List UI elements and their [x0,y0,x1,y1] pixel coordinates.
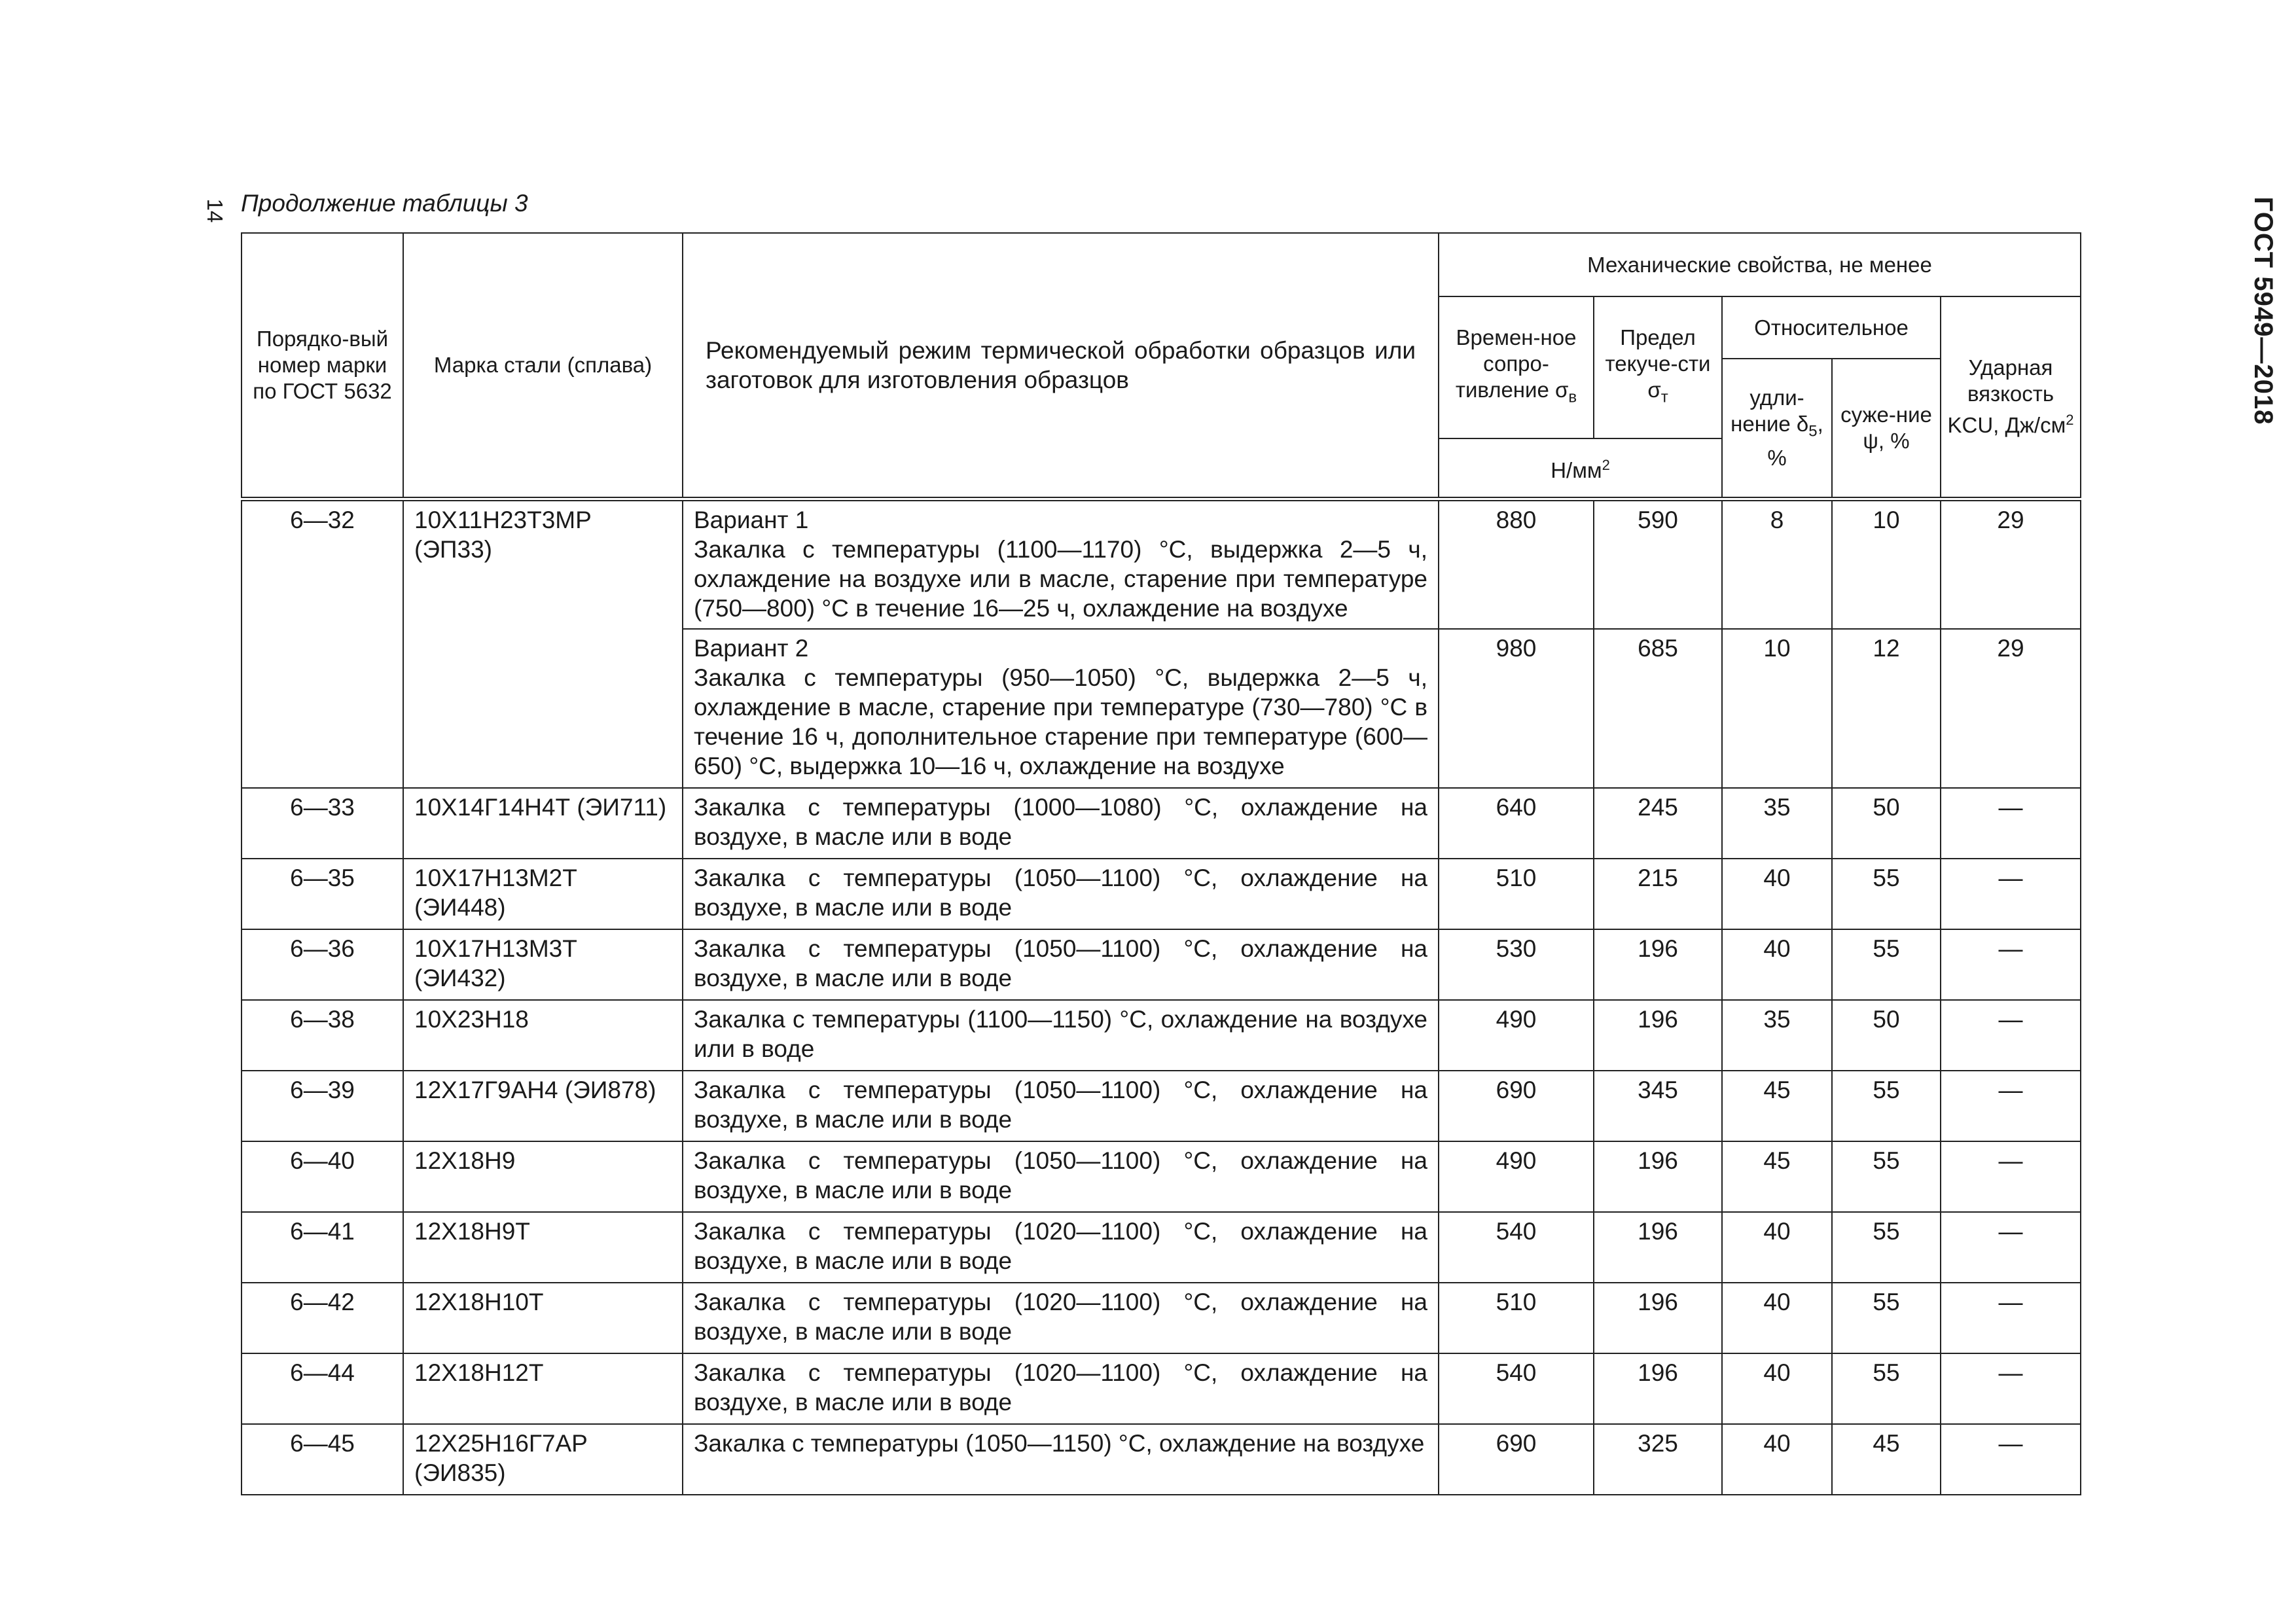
cell-mode: Закалка с температуры (1050—1150) °С, охлаждение на воздухе [683,1424,1439,1495]
cell-impact: — [1941,1353,2081,1424]
cell-number: 6—36 [242,929,403,1000]
cell-number: 6—42 [242,1283,403,1353]
cell-elongation: 10 [1722,629,1832,788]
cell-elongation: 45 [1722,1141,1832,1212]
header-stress-unit: $Н/мм^2$ [1439,438,1722,499]
table-row [242,1212,2081,1283]
header-reduction: суже-ние ψ, % [1832,359,1941,499]
cell-yield: 196 [1594,929,1722,1000]
cell-impact: — [1941,1000,2081,1071]
cell-impact: — [1941,1212,2081,1283]
cell-impact: — [1941,1141,2081,1212]
page-number: 14 [203,198,227,223]
cell-reduction: 55 [1832,1141,1941,1212]
cell-tensile: 510 [1439,1283,1594,1353]
cell-impact: — [1941,929,2081,1000]
cell-mode: Закалка с температуры (1000—1080) °С, охлаждение на воздухе, в масле или в воде [683,788,1439,859]
cell-number: 6—33 [242,788,403,859]
cell-yield: 196 [1594,1141,1722,1212]
cell-mode: Закалка с температуры (1020—1100) °С, охлаждение на воздухе, в масле или в воде [683,1353,1439,1424]
header-relative: Относительное [1722,296,1941,359]
cell-elongation: 40 [1722,1424,1832,1495]
cell-impact: 29 [1941,499,2081,629]
cell-impact: — [1941,788,2081,859]
cell-number: 6—41 [242,1212,403,1283]
table-row [242,1141,2081,1212]
header-mechanical: Механические свойства, не менее [1439,233,2081,296]
header-number: Порядко-вый номер марки по ГОСТ 5632 [242,233,403,499]
table-row [242,929,2081,1000]
standard-code: ГОСТ 5949—2018 [2249,196,2278,425]
cell-tensile: 690 [1439,1424,1594,1495]
cell-yield: 325 [1594,1424,1722,1495]
cell-reduction: 55 [1832,929,1941,1000]
cell-mode: Закалка с температуры (1020—1100) °С, охлаждение на воздухе, в масле или в воде [683,1212,1439,1283]
cell-grade: 10Х11Н23Т3МР (ЭП33) [403,499,683,788]
cell-impact: — [1941,1071,2081,1141]
cell-grade: 12Х18Н10Т [403,1283,683,1353]
cell-reduction: 50 [1832,1000,1941,1071]
cell-mode: Закалка с температуры (1020—1100) °С, охлаждение на воздухе, в масле или в воде [683,1283,1439,1353]
cell-tensile: 640 [1439,788,1594,859]
cell-yield: 345 [1594,1071,1722,1141]
cell-reduction: 12 [1832,629,1941,788]
cell-number: 6—45 [242,1424,403,1495]
cell-reduction: 55 [1832,1353,1941,1424]
cell-yield: 215 [1594,859,1722,929]
cell-grade: 10Х17Н13М2Т (ЭИ448) [403,859,683,929]
cell-elongation: 40 [1722,1283,1832,1353]
cell-yield: 196 [1594,1283,1722,1353]
cell-elongation: 40 [1722,929,1832,1000]
cell-number: 6—38 [242,1000,403,1071]
cell-tensile: 540 [1439,1353,1594,1424]
cell-number: 6—32 [242,499,403,788]
cell-reduction: 55 [1832,859,1941,929]
cell-yield: 196 [1594,1000,1722,1071]
cell-impact: — [1941,1424,2081,1495]
cell-tensile: 540 [1439,1212,1594,1283]
cell-elongation: 35 [1722,1000,1832,1071]
table-row [242,859,2081,929]
cell-mode: Закалка с температуры (1050—1100) °С, охлаждение на воздухе, в масле или в воде [683,929,1439,1000]
cell-mode: Закалка с температуры (1050—1100) °С, охлаждение на воздухе, в масле или в воде [683,1141,1439,1212]
cell-tensile: 880 [1439,499,1594,629]
cell-tensile: 490 [1439,1000,1594,1071]
table-row [242,1000,2081,1071]
cell-tensile: 530 [1439,929,1594,1000]
cell-elongation: 45 [1722,1071,1832,1141]
table-row [242,1283,2081,1353]
cell-number: 6—40 [242,1141,403,1212]
cell-tensile: 980 [1439,629,1594,788]
cell-reduction: 10 [1832,499,1941,629]
header-elongation: удли-нение $\delta_5$, % [1722,359,1832,499]
table-row [242,499,2081,629]
cell-yield: 685 [1594,629,1722,788]
cell-yield: 196 [1594,1212,1722,1283]
cell-mode: Закалка с температуры (1100—1150) °С, охлаждение на воздухе или в воде [683,1000,1439,1071]
cell-grade: 10Х14Г14Н4Т (ЭИ711) [403,788,683,859]
cell-mode: Вариант 2 Закалка с температуры (950—1050) °С, выдержка 2—5 ч, охлаждение в масле, старение при температуре (730—780) °С в течение 16 ч, дополнительное старение при температуре (600—650) °С, выдержка 10—16 ч, охлаждение на воздухе [683,629,1439,788]
cell-grade: 12Х25Н16Г7АР (ЭИ835) [403,1424,683,1495]
cell-grade: 12Х18Н9Т [403,1212,683,1283]
header-mode: Рекомендуемый режим термической обработки образцов или заготовок для изготовления образцов [683,233,1439,499]
cell-elongation: 35 [1722,788,1832,859]
cell-yield: 590 [1594,499,1722,629]
table-row [242,788,2081,859]
properties-table [241,232,2081,1495]
cell-mode: Закалка с температуры (1050—1100) °С, охлаждение на воздухе, в масле или в воде [683,1071,1439,1141]
cell-yield: 196 [1594,1353,1722,1424]
table-row [242,1353,2081,1424]
cell-elongation: 40 [1722,1212,1832,1283]
cell-grade: 12Х17Г9АН4 (ЭИ878) [403,1071,683,1141]
cell-grade: 10Х17Н13М3Т (ЭИ432) [403,929,683,1000]
cell-tensile: 490 [1439,1141,1594,1212]
table-row [242,1071,2081,1141]
cell-reduction: 45 [1832,1424,1941,1495]
cell-number: 6—44 [242,1353,403,1424]
header-yield: Предел текуче-сти $\sigma_т$ [1594,296,1722,438]
cell-tensile: 510 [1439,859,1594,929]
cell-reduction: 50 [1832,788,1941,859]
cell-grade: 12Х18Н9 [403,1141,683,1212]
cell-yield: 245 [1594,788,1722,859]
table-caption: Продолжение таблицы 3 [241,190,528,217]
table-row [242,1424,2081,1495]
cell-grade: 12Х18Н12Т [403,1353,683,1424]
cell-tensile: 690 [1439,1071,1594,1141]
cell-impact: 29 [1941,629,2081,788]
cell-reduction: 55 [1832,1283,1941,1353]
cell-reduction: 55 [1832,1071,1941,1141]
header-impact: Ударная вязкость KCU, $Дж/см^2$ [1941,296,2081,499]
cell-impact: — [1941,1283,2081,1353]
cell-mode: Вариант 1 Закалка с температуры (1100—1170) °С, выдержка 2—5 ч, охлаждение на воздухе или в масле, старение при температуре (750—800) °С в течение 16—25 ч, охлаждение на воздухе [683,499,1439,629]
cell-elongation: 40 [1722,1353,1832,1424]
cell-elongation: 40 [1722,859,1832,929]
cell-elongation: 8 [1722,499,1832,629]
cell-mode: Закалка с температуры (1050—1100) °С, охлаждение на воздухе, в масле или в воде [683,859,1439,929]
cell-reduction: 55 [1832,1212,1941,1283]
cell-impact: — [1941,859,2081,929]
cell-number: 6—39 [242,1071,403,1141]
header-tensile: Времен-ное сопро-тивление $\sigma_в$ [1439,296,1594,438]
header-grade: Марка стали (сплава) [403,233,683,499]
cell-number: 6—35 [242,859,403,929]
cell-grade: 10Х23Н18 [403,1000,683,1071]
